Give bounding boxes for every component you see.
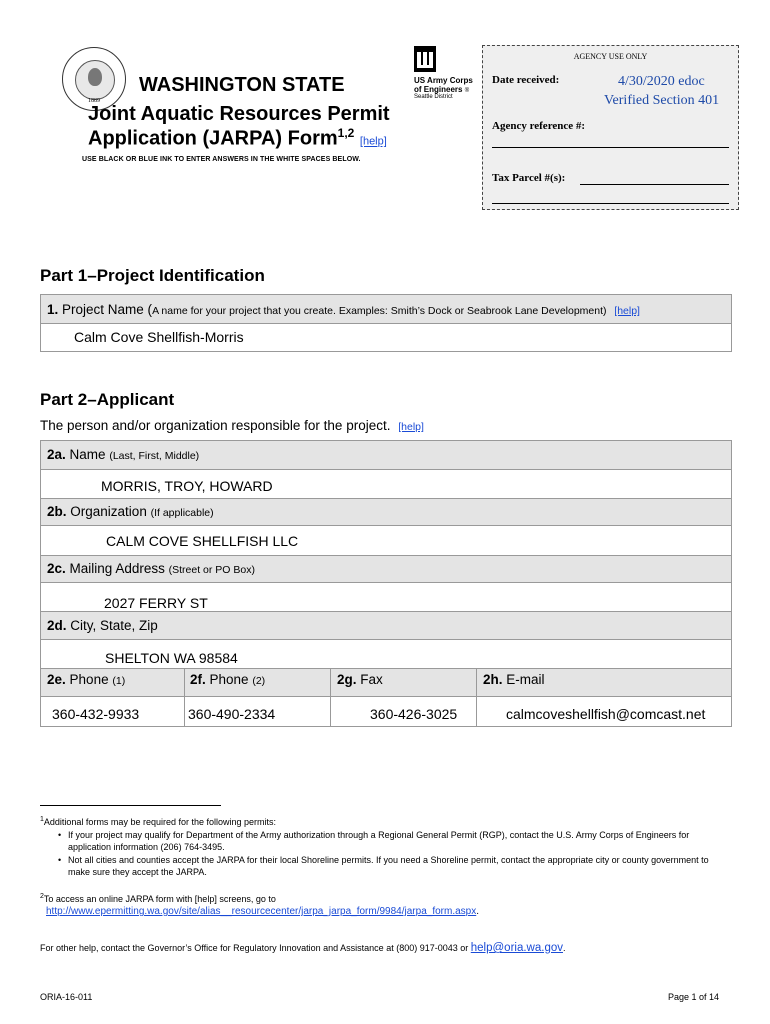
ink-instructions: USE BLACK OR BLUE INK TO ENTER ANSWERS IN THE WHITE SPACES BELOW.	[82, 156, 361, 163]
stamp-date: 4/30/2020 edoc	[618, 74, 705, 89]
bullet-icon: •	[58, 855, 62, 865]
contact-header-row	[40, 668, 732, 697]
q2h-label: E-mail	[506, 672, 545, 687]
q2b-number: 2b.	[47, 504, 67, 519]
name-value: MORRIS, TROY, HOWARD	[101, 478, 273, 494]
organization-value: CALM COVE SHELLFISH LLC	[106, 533, 299, 549]
tax-parcel-line-2[interactable]	[492, 203, 729, 204]
usace-line1: US Army Corps	[414, 76, 473, 85]
form-id: ORIA-16-011	[40, 992, 93, 1002]
name-label-group	[47, 447, 199, 462]
part2-heading: Part 2–Applicant	[40, 390, 175, 409]
phone1-value[interactable]: 360-432-9933	[52, 706, 140, 722]
fax-value[interactable]: 360-426-3025	[370, 706, 458, 722]
q2e-hint: (1)	[112, 675, 126, 687]
agency-use-title: AGENCY USE ONLY	[573, 52, 648, 61]
usace-district: Seattle District	[414, 94, 453, 100]
part2-intro-text: The person and/or organization responsible for the project.	[40, 418, 391, 433]
other-help-period: .	[563, 943, 566, 953]
q2g-label: Fax	[360, 672, 383, 687]
q2a-label: Name	[69, 447, 106, 462]
q2d-number: 2d.	[47, 618, 67, 633]
q2g-number: 2g.	[337, 672, 357, 687]
q2a-hint: (Last, First, Middle)	[109, 450, 200, 462]
title-footnote-marks: 1,2	[337, 126, 355, 140]
agency-reference-line[interactable]	[492, 147, 729, 148]
agency-reference-label: Agency reference #:	[492, 120, 586, 132]
q2h-number: 2h.	[483, 672, 503, 687]
email-label-group	[483, 672, 545, 687]
usace-castle-icon	[414, 46, 436, 72]
q2f-hint: (2)	[252, 675, 266, 687]
part2-help-link[interactable]: [help]	[398, 421, 424, 433]
phone1-label-group	[47, 672, 125, 687]
phone2-label-group	[190, 672, 265, 687]
stamp-verified: Verified Section 401	[604, 93, 720, 108]
other-help-line	[40, 942, 740, 954]
part1-heading: Part 1–Project Identification	[40, 266, 265, 285]
fn2-period: .	[476, 906, 480, 917]
usace-line2: of Engineers	[414, 85, 463, 94]
oria-email-link[interactable]: help@oria.wa.gov	[470, 942, 563, 954]
title-state: WASHINGTON STATE	[139, 74, 345, 96]
fn1-mark: 1	[40, 816, 44, 823]
q1-number: 1.	[47, 302, 59, 317]
q1-help-link[interactable]: [help]	[614, 305, 640, 317]
usace-name	[414, 76, 473, 96]
seal-year: 1889	[88, 98, 100, 104]
city-state-zip-label-group	[47, 618, 158, 633]
q2b-label: Organization	[70, 504, 147, 519]
washington-portrait-icon	[88, 68, 102, 86]
mailing-address-label-group	[47, 561, 255, 576]
project-name-value: Calm Cove Shellfish-Morris	[74, 329, 244, 345]
mailing-address-value: 2027 FERRY ST	[104, 595, 208, 611]
organization-label-group	[47, 504, 214, 519]
fn2-mark: 2	[40, 893, 44, 900]
email-value[interactable]: calmcoveshellfish@comcast.net	[506, 706, 706, 722]
fn1-bullet-2: Not all cities and counties accept the JARPA for their local Shoreline permits. If you need a Shoreline permit, contact the appropriate city or county government to make sure they accept the JARPA.	[68, 855, 709, 877]
date-received-label: Date received:	[492, 74, 560, 86]
q2f-number: 2f.	[190, 672, 206, 687]
q1-hint: A name for your project that you create. Examples: Smith’s Dock or Seabrook Lane Development)	[152, 305, 607, 317]
tax-parcel-label: Tax Parcel #(s):	[492, 172, 566, 184]
fn1-text: Additional forms may be required for the following permits:	[43, 817, 277, 827]
fn1-bullet-1: If your project may qualify for Department of the Army authorization through a Regional General Permit (RGP), contact the U.S. Army Corps of Engineers for application information (206) 764-3495.	[68, 830, 690, 852]
q2c-label: Mailing Address	[69, 561, 165, 576]
q2f-label: Phone	[209, 672, 249, 687]
title-line3	[88, 126, 387, 151]
title-line2: Joint Aquatic Resources Permit	[88, 103, 390, 125]
q2d-label: City, State, Zip	[70, 618, 158, 633]
washington-state-seal	[62, 47, 126, 111]
q2b-hint: (If applicable)	[150, 507, 214, 519]
fn2-text: To access an online JARPA form with [help] screens, go to	[43, 894, 276, 904]
q2c-hint: (Street or PO Box)	[168, 564, 255, 576]
part2-intro	[40, 418, 424, 433]
page-number: Page 1 of 14	[668, 992, 720, 1002]
footnote-1	[40, 814, 730, 828]
city-state-zip-value: SHELTON WA 98584	[105, 650, 238, 666]
fax-label-group	[337, 672, 383, 687]
phone2-value[interactable]: 360-490-2334	[188, 706, 276, 722]
q2e-label: Phone	[69, 672, 109, 687]
project-name-label	[47, 302, 640, 317]
title-line3-text: Application (JARPA) Form	[88, 127, 338, 150]
title-help-link[interactable]: [help]	[359, 135, 387, 148]
jarpa-form-link[interactable]: http://www.epermitting.wa.gov/site/alias__resourcecenter/jarpa_jarpa_form/9984/jarpa_form.aspx	[46, 906, 477, 917]
other-help-text: For other help, contact the Governor’s Office for Regulatory Innovation and Assistance at (800) 917-0043 or	[40, 943, 469, 953]
bullet-icon: •	[58, 830, 62, 840]
tax-parcel-line[interactable]	[580, 184, 729, 185]
footnote-separator	[40, 805, 221, 806]
fn2-link-line	[46, 906, 736, 918]
usace-registered-mark: ®	[464, 88, 470, 94]
q2a-number: 2a.	[47, 447, 66, 462]
q2e-number: 2e.	[47, 672, 66, 687]
footnote-2	[40, 891, 730, 905]
q2c-number: 2c.	[47, 561, 66, 576]
q1-label: Project Name (	[62, 302, 153, 317]
